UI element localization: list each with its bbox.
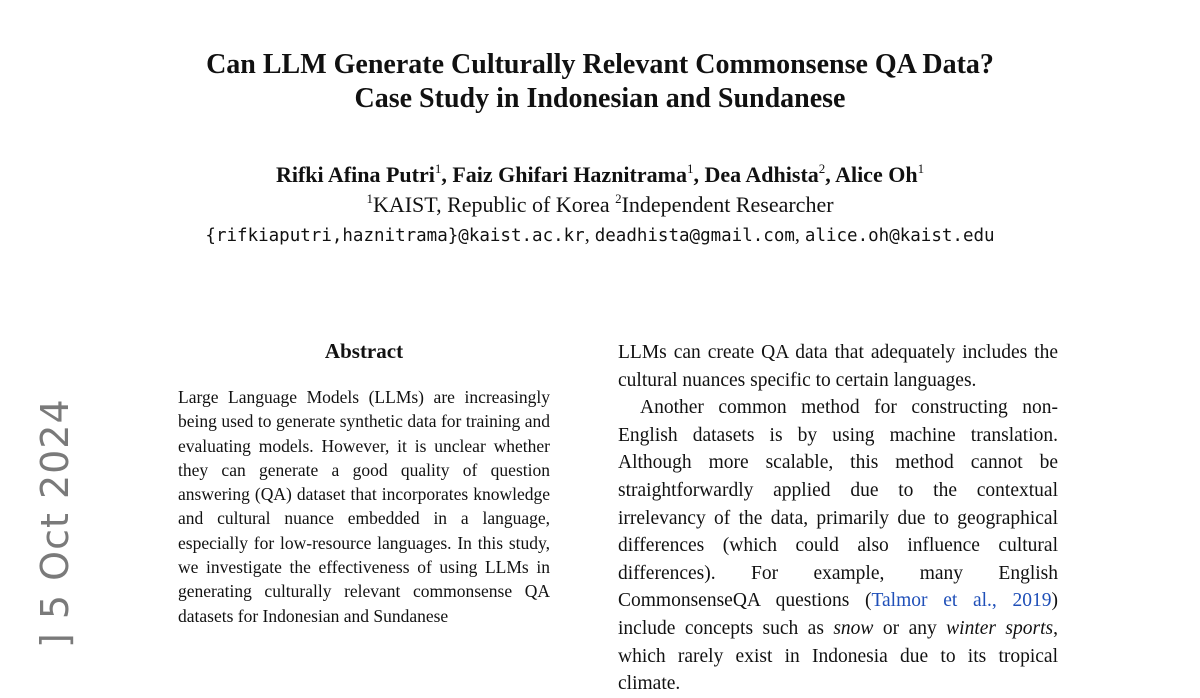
author-separator: , xyxy=(825,162,836,187)
author-emails xyxy=(100,221,1100,250)
title-line-1: Can LLM Generate Culturally Relevant Commonsense QA Data? xyxy=(206,49,994,80)
body-column-right xyxy=(618,339,1058,698)
affiliation-name: KAIST, Republic of Korea xyxy=(372,192,610,217)
author-separator: , xyxy=(441,162,453,187)
emphasis-text: snow xyxy=(833,617,874,639)
affiliations xyxy=(100,191,1100,219)
email-address: alice.oh@kaist.edu xyxy=(804,226,995,246)
author-name: Faiz Ghifari Haznitrama xyxy=(452,162,687,187)
author-affil-mark: 2 xyxy=(818,161,826,176)
email-separator: , xyxy=(584,224,595,246)
email-separator: , xyxy=(794,224,805,246)
citation-link[interactable]: Talmor et al., 2019 xyxy=(871,590,1052,612)
author-name: Rifki Afina Putri xyxy=(275,162,435,187)
paper-title xyxy=(100,48,1100,116)
email-address: deadhista@gmail.com xyxy=(594,226,795,246)
abstract-body: Large Language Models (LLMs) are increasingly being used to generate synthetic data for training and evaluating models. However, it is unclear whether they can generate a good quality of question answering (QA) dataset that incorporates knowledge and cultural nuance embedded in a language, especially for low-resource languages. In this study, we investigate the effectiveness of using LLMs in generating culturally relevant commonsense QA datasets for Indonesian and Sundanese xyxy=(178,387,550,626)
body-paragraph xyxy=(618,394,1058,698)
affiliation-mark: 2 xyxy=(615,191,622,206)
author-affil-mark: 1 xyxy=(434,161,442,176)
emphasis-text: winter sports xyxy=(946,617,1054,639)
paragraph-text: Another common method for constructing non-English datasets is by using machine translation. Although more scalable, this method cannot be straightforwardly applied due to the contextual irrelevancy of the data, primarily due to geographical differences (which could also influence cultural differences). For example, many English CommonsenseQA questions ( xyxy=(618,397,1058,612)
abstract-heading: Abstract xyxy=(324,339,404,363)
author-affil-mark: 1 xyxy=(686,161,694,176)
paragraph-text: or any xyxy=(873,617,947,639)
title-line-2: Case Study in Indonesian and Sundanese xyxy=(354,83,846,114)
affiliation-name: Independent Researcher xyxy=(621,192,834,217)
author-name: Dea Adhista xyxy=(704,162,819,187)
affiliation-mark: 1 xyxy=(366,191,373,206)
author-separator: , xyxy=(693,162,705,187)
email-group: {rifkiaputri,haznitrama}@kaist.ac.kr xyxy=(205,226,585,246)
paragraph-text: , which rarely exist in Indonesia due to its tropical climate. xyxy=(618,617,1058,695)
author-list xyxy=(100,161,1100,189)
body-paragraph: LLMs can create QA data that adequately includes the cultural nuances specific to certain languages. xyxy=(618,342,1058,391)
author-affil-mark: 1 xyxy=(917,161,925,176)
arxiv-date-stamp: ] 5 Oct 2024 xyxy=(33,398,77,648)
paragraph-text: ) include concepts such as xyxy=(618,590,1058,639)
author-name: Alice Oh xyxy=(835,162,918,187)
